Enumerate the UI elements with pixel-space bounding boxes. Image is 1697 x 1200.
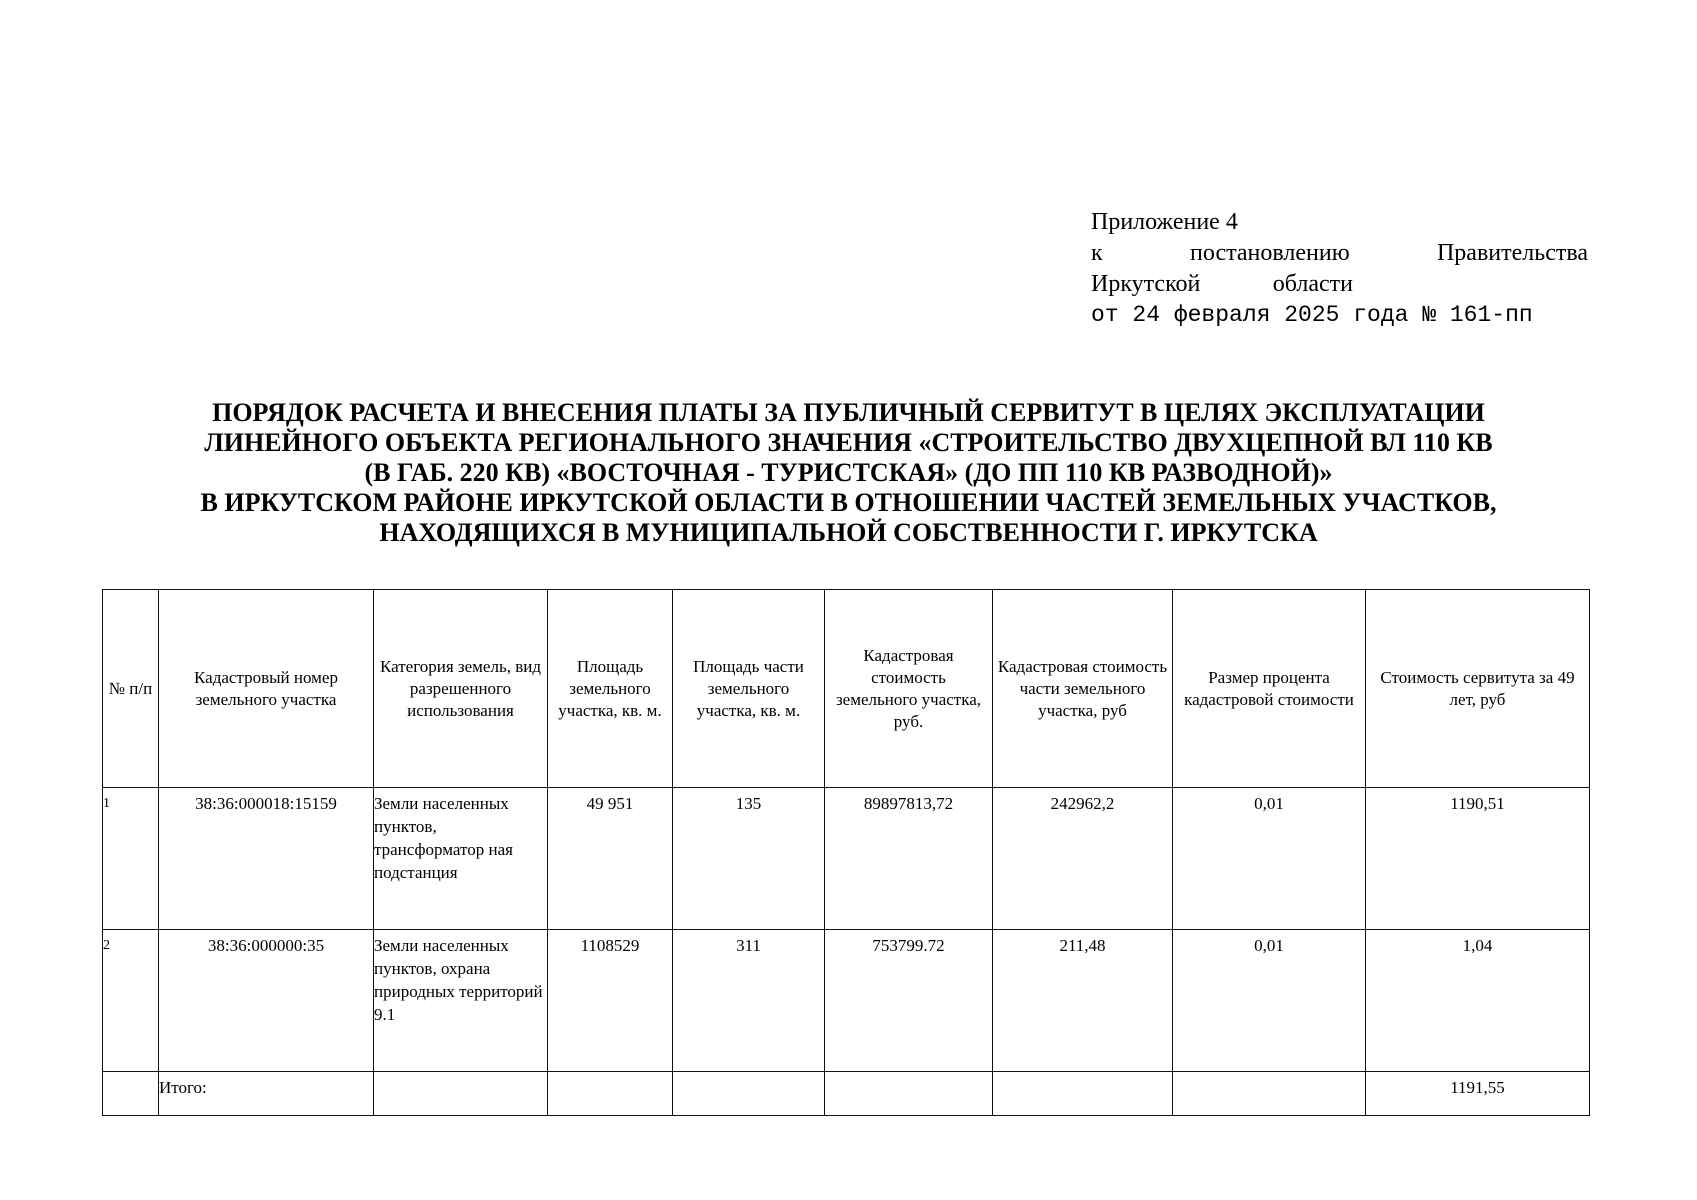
row-number-cell: 1 — [103, 788, 159, 930]
appendix-region: Иркутской области — [1091, 271, 1353, 297]
row-number-cell: 2 — [103, 930, 159, 1072]
empty-cell — [1173, 1072, 1366, 1116]
empty-cell — [825, 1072, 993, 1116]
header-cell: Кадастровый номер земельного участка — [159, 590, 374, 788]
header-cell: Кадастровая стоимость части земельного участка, руб — [993, 590, 1173, 788]
title-line-1: ПОРЯДОК РАСЧЕТА И ВНЕСЕНИЯ ПЛАТЫ ЗА ПУБЛИЧНЫЙ СЕРВИТУТ В ЦЕЛЯХ ЭКСПЛУАТАЦИИ — [212, 398, 1485, 427]
appendix-block — [1091, 207, 1588, 331]
appendix-to-resolution: к постановлению Правительства — [1091, 240, 1588, 266]
header-cell: Размер процента кадастровой стоимости — [1173, 590, 1366, 788]
header-cell: Кадастровая стоимость земельного участка, руб. — [825, 590, 993, 788]
header-cell: Категория земель, вид разрешенного использования — [374, 590, 548, 788]
servitude-table — [102, 589, 1590, 1116]
empty-cell — [673, 1072, 825, 1116]
servitude-cost-cell: 1,04 — [1366, 930, 1590, 1072]
land-category-cell: Земли населенных пунктов, трансформатор ная подстанция — [374, 788, 548, 930]
land-category-cell: Земли населенных пунктов, охрана природных территорий 9.1 — [374, 930, 548, 1072]
title-line-3: (В ГАБ. 220 КВ) «ВОСТОЧНАЯ - ТУРИСТСКАЯ» (ДО ПП 110 КВ РАЗВОДНОЙ)» — [364, 458, 1333, 487]
cadastral-value-cell: 753799.72 — [825, 930, 993, 1072]
percent-cell: 0,01 — [1173, 788, 1366, 930]
cadastral-value-cell: 89897813,72 — [825, 788, 993, 930]
table-header-row — [103, 590, 1590, 788]
document-title — [100, 398, 1597, 548]
title-line-5: НАХОДЯЩИХСЯ В МУНИЦИПАЛЬНОЙ СОБСТВЕННОСТИ Г. ИРКУТСКА — [379, 518, 1318, 547]
title-line-4: В ИРКУТСКОМ РАЙОНЕ ИРКУТСКОЙ ОБЛАСТИ В ОТНОШЕНИИ ЧАСТЕЙ ЗЕМЕЛЬНЫХ УЧАСТКОВ, — [200, 488, 1497, 517]
header-cell: Площадь земельного участка, кв. м. — [548, 590, 673, 788]
appendix-date: от 24 февраля 2025 года № 161-пп — [1091, 302, 1533, 328]
servitude-cost-cell: 1190,51 — [1366, 788, 1590, 930]
part-area-cell: 311 — [673, 930, 825, 1072]
land-area-cell: 1108529 — [548, 930, 673, 1072]
empty-cell — [548, 1072, 673, 1116]
empty-cell — [374, 1072, 548, 1116]
empty-cell — [103, 1072, 159, 1116]
part-value-cell: 211,48 — [993, 930, 1173, 1072]
percent-cell: 0,01 — [1173, 930, 1366, 1072]
part-area-cell: 135 — [673, 788, 825, 930]
cadastral-number-cell: 38:36:000018:15159 — [159, 788, 374, 930]
appendix-number: Приложение 4 — [1091, 209, 1238, 235]
total-row — [103, 1072, 1590, 1116]
header-cell: № п/п — [103, 590, 159, 788]
total-value: 1191,55 — [1366, 1072, 1590, 1116]
land-area-cell: 49 951 — [548, 788, 673, 930]
header-cell: Стоимость сервитута за 49 лет, руб — [1366, 590, 1590, 788]
header-cell: Площадь части земельного участка, кв. м. — [673, 590, 825, 788]
empty-cell — [993, 1072, 1173, 1116]
part-value-cell: 242962,2 — [993, 788, 1173, 930]
table-row — [103, 930, 1590, 1072]
title-line-2: ЛИНЕЙНОГО ОБЪЕКТА РЕГИОНАЛЬНОГО ЗНАЧЕНИЯ «СТРОИТЕЛЬСТВО ДВУХЦЕПНОЙ ВЛ 110 КВ — [204, 428, 1493, 457]
table-row — [103, 788, 1590, 930]
cadastral-number-cell: 38:36:000000:35 — [159, 930, 374, 1072]
total-label: Итого: — [159, 1072, 374, 1116]
